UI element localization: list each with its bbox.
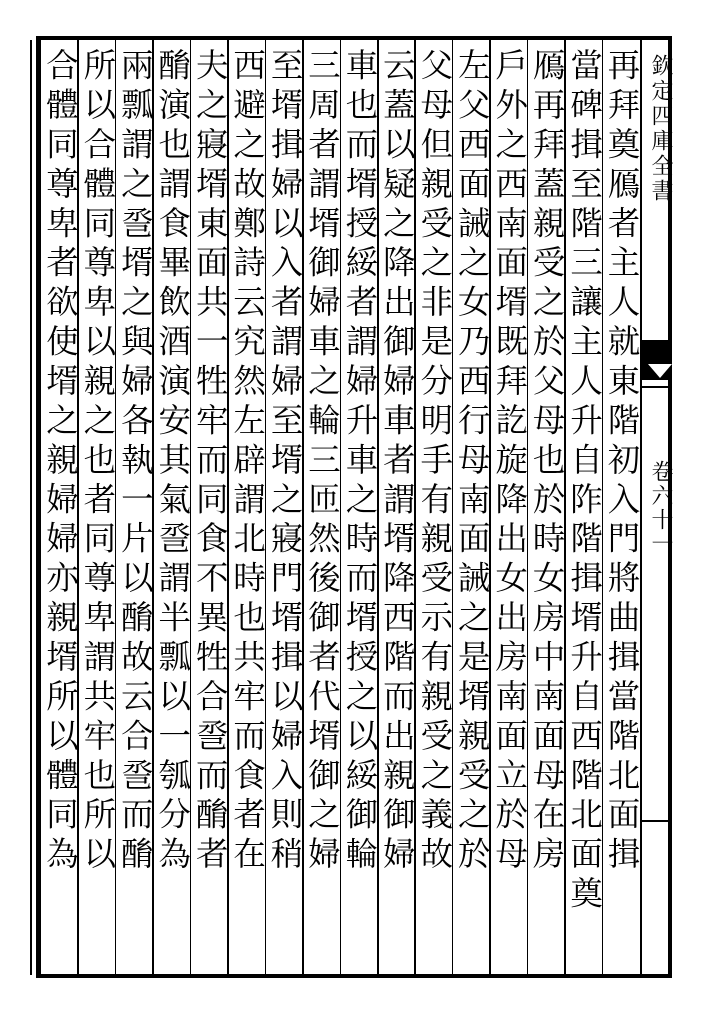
- column-text: 三周者謂壻御婦車之輪三匝然後御者代壻御之婦: [303, 48, 342, 877]
- text-column-2: [565, 48, 602, 966]
- text-column-5: [453, 48, 490, 966]
- text-column-9: [303, 48, 340, 966]
- text-column-16: [41, 48, 78, 966]
- column-text: 戶外之西南面壻既拜訖旋降出女出房南面立於母: [490, 48, 529, 877]
- column-text: 至壻揖婦以入者謂婦至壻之寢門壻揖以婦入則稍: [266, 48, 305, 877]
- text-column-4: [490, 48, 527, 966]
- text-column-10: [266, 48, 303, 966]
- text-column-8: [341, 48, 378, 966]
- book-title: 欽定四庫全書: [648, 54, 673, 204]
- text-column-12: [191, 48, 228, 966]
- margin-rule: [642, 820, 672, 822]
- fish-tail-rule: [642, 386, 672, 388]
- column-text: 合體同尊卑者欲使壻之親婦婦亦親壻所以體同為: [41, 48, 80, 877]
- text-column-3: [528, 48, 565, 966]
- column-text: 鴈再拜蓋親受之於父母也於時女房中南面母在房: [528, 48, 567, 877]
- text-column-11: [228, 48, 265, 966]
- column-text: 云蓋以疑之降出御婦車者謂壻降西階而出親御婦: [378, 48, 417, 877]
- text-column-15: [78, 48, 115, 966]
- column-text: 車也而壻授綏者謂婦升車之時而壻授之以綏御輪: [340, 48, 379, 877]
- text-column-6: [415, 48, 452, 966]
- column-text: 父母但親受之非是分明手有親受示有親受之義故: [415, 48, 454, 877]
- text-column-1: [603, 48, 640, 966]
- column-text: 左父西面誡之女乃西行母南面誡之是壻親受之於: [453, 48, 492, 877]
- column-text: 所以合體同尊卑以親之也者同尊卑謂共牢也所以: [78, 48, 117, 877]
- column-text: 夫之寢壻東面共一牲牢而同食不異牲合巹而酳者: [191, 48, 230, 877]
- column-text: 當碑揖至階三讓主人升自阼階揖壻升自西階北面奠: [565, 48, 604, 916]
- text-column-14: [116, 48, 153, 966]
- column-text: 酳演也謂食畢飲酒演安其氣巹謂半瓢以一瓠分為: [153, 48, 192, 877]
- volume-label: 卷六十一: [648, 460, 673, 556]
- column-text: 兩瓢謂之巹壻之與婦各執一片以酳故云合巹而酳: [116, 48, 155, 877]
- column-text: 西避之故鄭詩云究然左辟謂北時也共牢而食者在: [228, 48, 267, 877]
- text-column-13: [153, 48, 190, 966]
- text-column-7: [378, 48, 415, 966]
- column-text: 再拜奠鴈者主人就東階初入門將曲揖當階北面揖: [603, 48, 641, 877]
- fish-tail-notch: [648, 364, 672, 378]
- page-margin-column: [640, 40, 672, 974]
- outer-margin-rule: [30, 40, 32, 975]
